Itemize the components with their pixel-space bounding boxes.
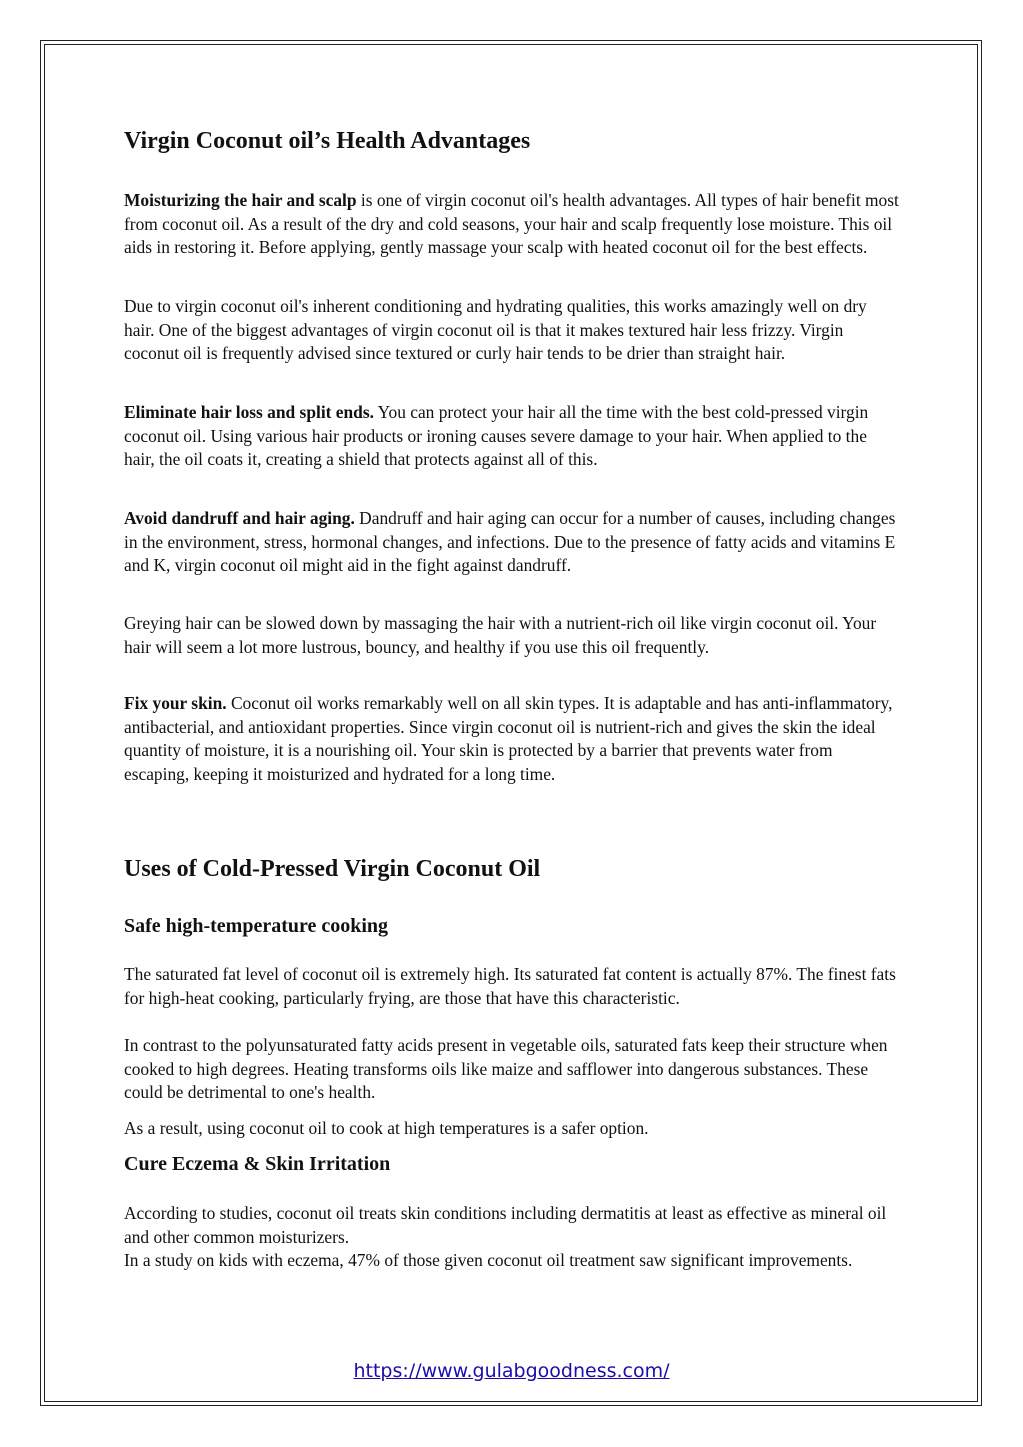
paragraph-cooking-2: In contrast to the polyunsaturated fatty acids present in vegetable oils, saturated fats keep their structure when cooked to high degrees. Heating transforms oils like maize and safflower into dangerous substances. These could be detrimental to one's health. (124, 1035, 888, 1103)
footer (0, 1358, 1023, 1384)
bold-lead-dandruff: Avoid dandruff and hair aging. (124, 508, 355, 528)
bold-lead-moisturizing: Moisturizing the hair and scalp (124, 190, 357, 210)
paragraph-text: Coconut oil works remarkably well on all skin types. It is adaptable and has anti-inflammatory, antibacterial, and antioxidant properties. Since virgin coconut oil is nutrient-rich and gives the skin the ideal quantity of moisture, it is a nourishing oil. Your skin is protected by a barrier that prevents water from escaping, keeping it moisturized and hydrated for a long time. (124, 693, 893, 784)
section-title-uses: Uses of Cold-Pressed Virgin Coconut Oil (124, 856, 541, 882)
paragraph-eczema-1: According to studies, coconut oil treats skin conditions including dermatitis at least as effective as mineral oil and other common moisturizers. (124, 1203, 887, 1247)
paragraph-dandruff (124, 507, 900, 578)
paragraph-moisturizing (124, 189, 900, 260)
bold-lead-skin: Fix your skin. (124, 693, 227, 713)
section-title-health-advantages: Virgin Coconut oil’s Health Advantages (124, 128, 531, 154)
paragraph-skin (124, 692, 900, 786)
bold-lead-hair-loss: Eliminate hair loss and split ends. (124, 402, 374, 422)
subsection-title-cooking: Safe high-temperature cooking (124, 915, 389, 937)
paragraph-hair-loss (124, 401, 900, 472)
subsection-title-eczema: Cure Eczema & Skin Irritation (124, 1153, 391, 1175)
paragraph-text: Dandruff and hair aging can occur for a number of causes, including changes in the environment, stress, hormonal changes, and infections. Due to the presence of fatty acids and vitamins E and K, virgin coconut oil might aid in the fight against dandruff. (124, 508, 896, 576)
paragraph-text: is one of virgin coconut oil's health advantages. All types of hair benefit most from coconut oil. As a result of the dry and cold seasons, your hair and scalp frequently lose moisture. This oil aids in restoring it. Before applying, gently massage your scalp with heated coconut oil for the best effects. (124, 190, 899, 258)
paragraph-dry-hair: Due to virgin coconut oil's inherent conditioning and hydrating qualities, this works amazingly well on dry hair. One of the biggest advantages of virgin coconut oil is that it makes textured hair less frizzy. Virgin coconut oil is frequently advised since textured or curly hair tends to be drier than straight hair. (124, 296, 867, 364)
paragraph-greying-hair: Greying hair can be slowed down by massaging the hair with a nutrient-rich oil like virgin coconut oil. Your hair will seem a lot more lustrous, bouncy, and healthy if you use this oil frequently. (124, 613, 877, 657)
website-link[interactable]: https://www.gulabgoodness.com/ (353, 1360, 670, 1382)
paragraph-cooking-3: As a result, using coconut oil to cook at high temperatures is a safer option. (124, 1118, 649, 1138)
paragraph-cooking-1: The saturated fat level of coconut oil is extremely high. Its saturated fat content is actually 87%. The finest fats for high-heat cooking, particularly frying, are those that have this characteristic. (124, 964, 896, 1008)
paragraph-eczema-2: In a study on kids with eczema, 47% of those given coconut oil treatment saw significant improvements. (124, 1250, 853, 1270)
paragraph-text: You can protect your hair all the time with the best cold-pressed virgin coconut oil. Using various hair products or ironing causes severe damage to your hair. When applied to the hair, the oil coats it, creating a shield that protects against all of this. (124, 402, 869, 470)
